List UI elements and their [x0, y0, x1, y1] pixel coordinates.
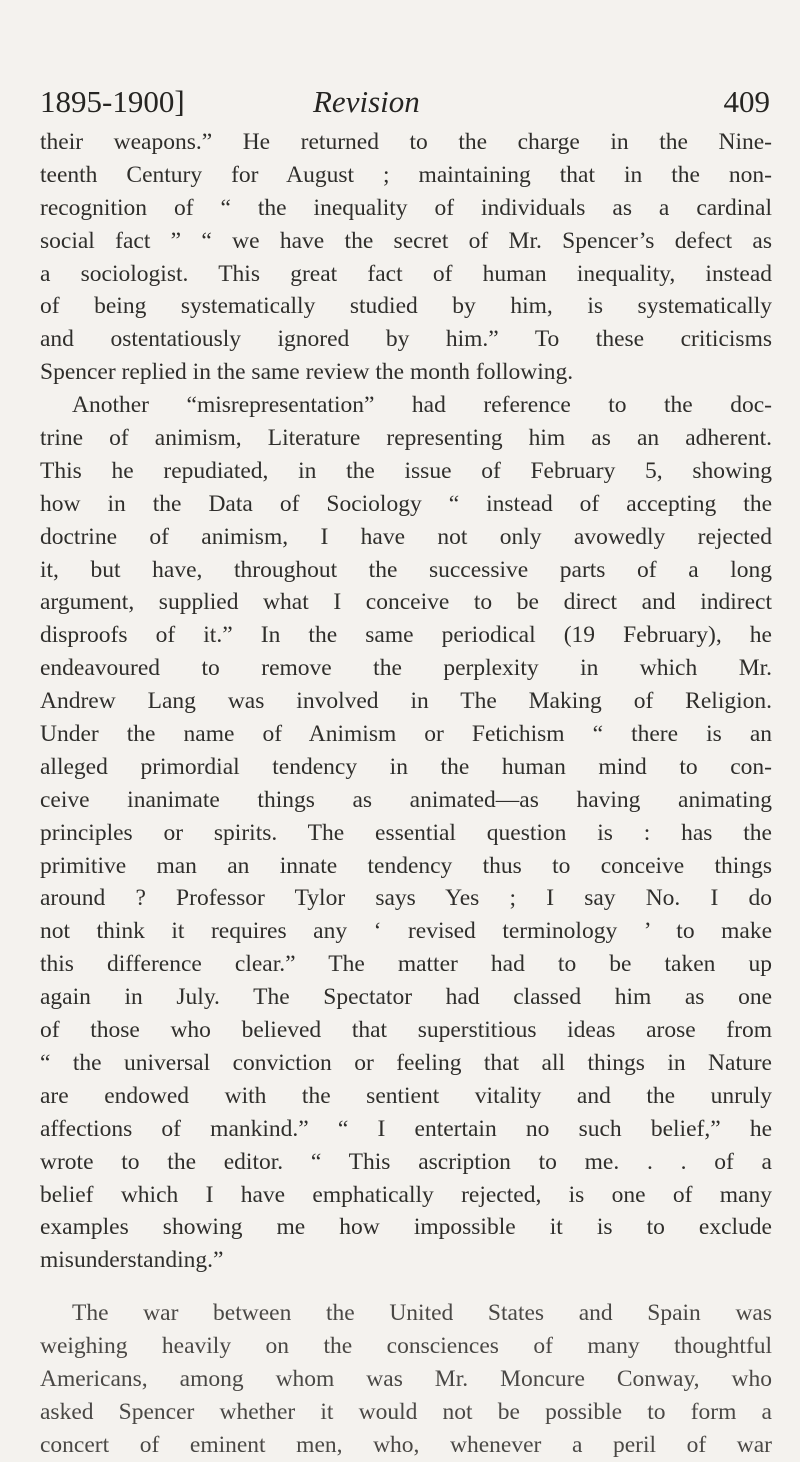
text-line: The war between the United States and Spain was: [72, 1300, 772, 1327]
paragraph: [40, 389, 772, 1277]
text-line: recognition of “ the inequality of individuals as a cardinal: [40, 194, 772, 221]
text-line: Americans, among whom was Mr. Moncure Conway, who: [40, 1365, 772, 1392]
text-line: argument, supplied what I conceive to be direct and indirect: [40, 589, 772, 616]
text-line: trine of animism, Literature representing him as an adherent.: [40, 425, 772, 452]
text-line: weighing heavily on the consciences of many thoughtful: [40, 1333, 772, 1360]
text-line: disproofs of it.” In the same periodical (19 February), he: [40, 622, 772, 649]
paragraph: [40, 1297, 772, 1461]
text-line: teenth Century for August ; maintaining that in the non-: [40, 161, 772, 188]
text-line: of being systematically studied by him, is systematically: [40, 293, 772, 320]
text-line: Under the name of Animism or Fetichism “ there is an: [40, 721, 772, 748]
running-head: [40, 80, 770, 124]
text-line: around ? Professor Tylor says Yes ; I say No. I do: [40, 885, 772, 912]
text-line: and ostentatiously ignored by him.” To these criticisms: [40, 326, 772, 353]
text-line: concert of eminent men, who, whenever a peril of war: [40, 1431, 772, 1458]
text-line: primitive man an innate tendency thus to conceive things: [40, 852, 772, 879]
paragraph: [40, 126, 772, 389]
text-line: ceive inanimate things as animated—as having animating: [40, 786, 772, 813]
text-line: endeavoured to remove the perplexity in which Mr.: [40, 655, 772, 682]
text-line: this difference clear.” The matter had to be taken up: [40, 951, 772, 978]
text-line: misunderstanding.”: [40, 1247, 224, 1274]
text-line: how in the Data of Sociology “ instead of accepting the: [40, 490, 772, 517]
text-line: doctrine of animism, I have not only avowedly rejected: [40, 523, 772, 550]
text-line: This he repudiated, in the issue of February 5, showing: [40, 457, 772, 484]
page-number: 409: [723, 84, 770, 119]
text-line: wrote to the editor. “ This ascription to me. . . of a: [40, 1148, 772, 1175]
text-line: their weapons.” He returned to the charge in the Nine-: [40, 129, 772, 155]
text-line: principles or spirits. The essential question is : has the: [40, 819, 772, 846]
text-line: examples showing me how impossible it is to exclude: [40, 1214, 772, 1241]
text-line: social fact ” “ we have the secret of Mr. Spencer’s defect as: [40, 227, 772, 254]
text-line: Spencer replied in the same review the month following.: [40, 359, 574, 386]
text-line: are endowed with the sentient vitality and the unruly: [40, 1082, 772, 1109]
text-line: Andrew Lang was involved in The Making of Religion.: [40, 688, 772, 715]
text-line: affections of mankind.” “ I entertain no such belief,” he: [40, 1115, 772, 1142]
text-line: belief which I have emphatically rejected, is one of many: [40, 1181, 772, 1208]
text-line: “ the universal conviction or feeling that all things in Nature: [40, 1049, 772, 1076]
paragraph-spacer: [40, 1277, 772, 1297]
text-line: alleged primordial tendency in the human mind to con-: [40, 753, 772, 780]
running-head-date-range: 1895-1900]: [40, 84, 185, 119]
running-head-section-title: Revision: [313, 84, 420, 119]
text-line: not think it requires any ‘ revised terminology ’ to make: [40, 918, 772, 945]
text-line: a sociologist. This great fact of human inequality, instead: [40, 260, 772, 287]
text-line: it, but have, throughout the successive parts of a long: [40, 556, 772, 583]
text-line: again in July. The Spectator had classed him as one: [40, 984, 772, 1011]
text-line: asked Spencer whether it would not be possible to form a: [40, 1398, 772, 1425]
text-line: Another “misrepresentation” had reference to the doc-: [72, 392, 772, 419]
body-text: [40, 126, 772, 1462]
text-line: of those who believed that superstitious ideas arose from: [40, 1017, 772, 1044]
